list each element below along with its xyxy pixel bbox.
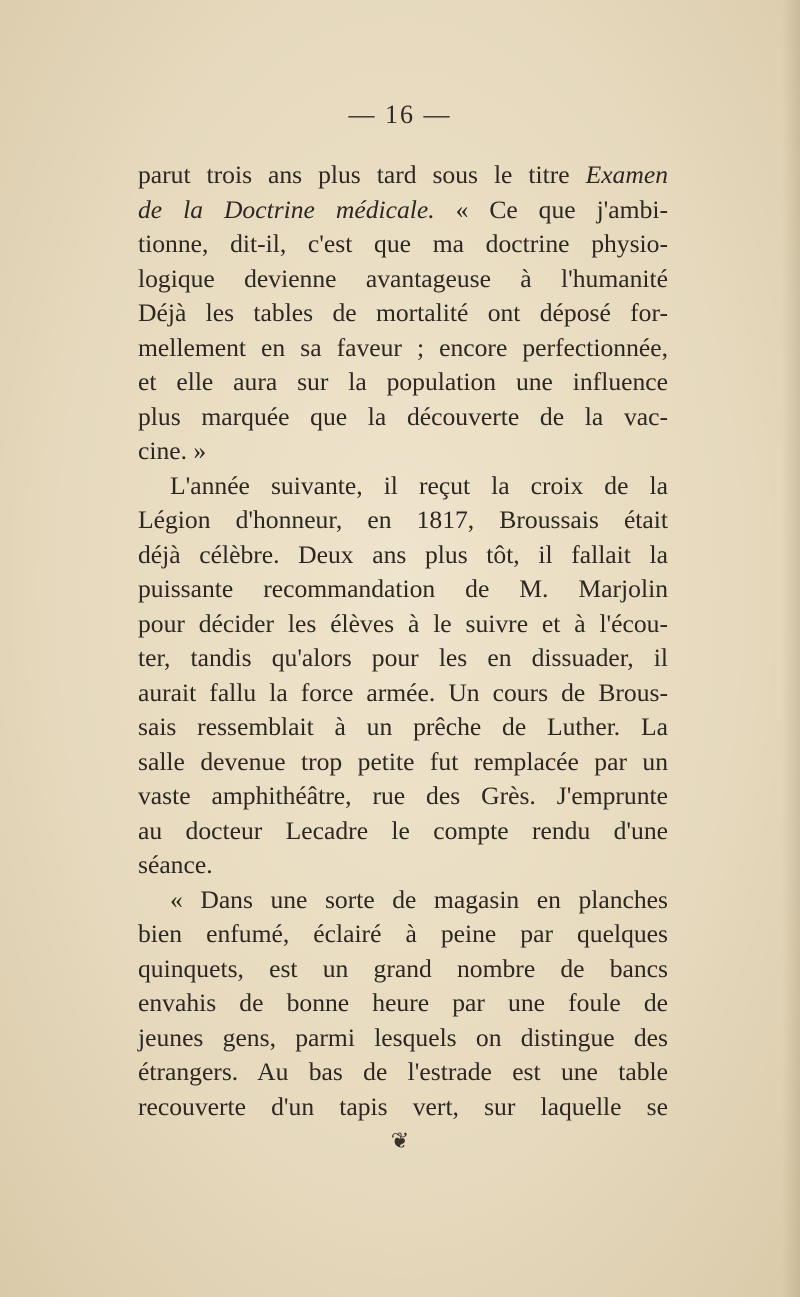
text-line: et elle aura sur la population une influence [138,367,668,396]
text-line: plus marquée que la découverte de la vac- [138,401,668,431]
text-line: « Dans une sorte de magasin en planches [170,884,668,914]
page-edge-shadow [782,0,800,1297]
text-line: tionne, dit-il, c'est que ma doctrine physio- [138,229,668,258]
text-line: déjà célèbre. Deux ans plus tôt, il fallait la [138,539,668,569]
text-line: Déjà les tables de mortalité ont déposé for- [138,298,668,327]
text-line: vaste amphithéâtre, rue des Grès. J'emprunte [138,781,668,810]
text-line: séance. [138,850,213,879]
text-line: parut trois ans plus tard sous le titre Examen [138,160,668,189]
page-number: — 16 — [348,100,452,129]
text-line: pour décider les élèves à le suivre et à l'écou- [138,608,668,638]
text-line: bien enfumé, éclairé à peine par quelques [138,919,668,948]
ornament-icon: ❦ [390,1128,410,1153]
text-line: jeunes gens, parmi lesquels on distingue des [138,1022,668,1052]
text-line: envahis de bonne heure par une foule de [138,988,668,1017]
text-line: salle devenue trop petite fut remplacée par un [138,746,668,776]
text-line: quinquets, est un grand nombre de bancs [138,953,668,983]
text-line: cine. » [138,436,207,465]
text-line: sais ressemblait à un prêche de Luther. La [138,712,668,741]
text-line: logique devienne avantageuse à l'humanité [138,263,668,293]
text-line: Légion d'honneur, en 1817, Broussais était [138,505,668,534]
text-line: puissante recommandation de M. Marjolin [138,574,668,603]
text-line: étrangers. Au bas de l'estrade est une table [138,1057,668,1086]
body-text [138,158,668,1124]
text-line: L'année suivante, il reçut la croix de la [170,470,668,500]
text-line: mellement en sa faveur ; encore perfectionnée, [138,332,668,362]
text-line: aurait fallu la force armée. Un cours de Brous- [138,677,668,707]
text-line: de la Doctrine médicale. « Ce que j'ambi- [138,194,668,224]
text-line: ter, tandis qu'alors pour les en dissuader, il [138,643,668,672]
text-line: au docteur Lecadre le compte rendu d'une [138,815,668,845]
text-line: recouverte d'un tapis vert, sur laquelle se [138,1091,668,1121]
